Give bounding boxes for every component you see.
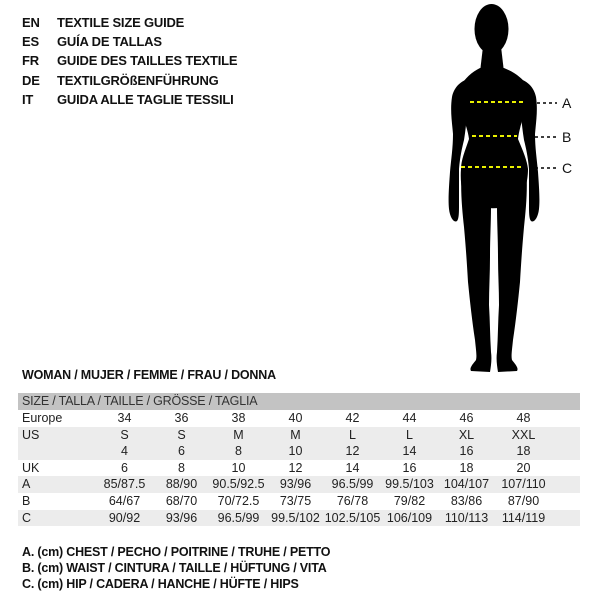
lang-row-es (22, 32, 237, 51)
lang-code: ES (22, 34, 39, 50)
table-row-uk (18, 460, 580, 477)
table-cell: 104/107 (443, 477, 490, 492)
table-cell: 83/86 (450, 493, 483, 508)
table-cell: S (120, 427, 129, 442)
table-cell: 16 (402, 460, 417, 475)
row-label: UK (22, 460, 40, 475)
table-cell: XL (458, 427, 475, 442)
table-cell: 90.5/92.5 (212, 477, 265, 492)
lang-row-it (22, 90, 237, 109)
table-cell: 64/67 (108, 493, 141, 508)
table-cell: XXL (511, 427, 536, 442)
table-cell: 12 (288, 460, 303, 475)
table-cell: 16 (459, 444, 474, 459)
table-cell: L (349, 427, 356, 442)
legend-waist: B. (cm) WAIST / CINTURA / TAILLE / HÜFTUNG / VITA (22, 561, 327, 575)
table-cell: 46 (459, 411, 474, 425)
silhouette-right-leg (496, 166, 527, 372)
table-cell: 36 (174, 411, 189, 425)
table-row-waist (18, 493, 580, 510)
table-cell: 85/87.5 (103, 477, 146, 492)
table-cell: 12 (345, 444, 360, 459)
table-cell: 40 (288, 411, 303, 425)
row-label: C (22, 510, 32, 525)
lang-code: EN (22, 15, 40, 31)
lang-row-fr (22, 51, 237, 70)
table-cell: S (177, 427, 186, 442)
table-cell: M (233, 427, 244, 442)
lang-title: GUIDA ALLE TAGLIE TESSILI (57, 91, 234, 107)
silhouette-neck (480, 38, 504, 72)
table-row-chest (18, 476, 580, 493)
table-cell: 114/119 (501, 510, 546, 525)
table-cell: 8 (235, 444, 242, 459)
lang-title: GUÍA DE TALLAS (57, 34, 162, 50)
measurement-legend (22, 544, 330, 592)
table-cell: 93/96 (165, 510, 198, 525)
table-cell: 20 (516, 460, 531, 475)
row-label: A (22, 477, 31, 492)
table-cell: 44 (402, 411, 417, 425)
language-title-block (22, 13, 237, 109)
lang-title: TEXTILE SIZE GUIDE (57, 15, 185, 31)
table-cell: M (290, 427, 301, 442)
table-cell: 88/90 (165, 477, 198, 492)
table-cell: 79/82 (393, 493, 426, 508)
table-cell: 93/96 (279, 477, 312, 492)
table-cell: 99.5/103 (385, 477, 434, 492)
marker-label-b: B (562, 129, 572, 145)
table-cell: 10 (288, 444, 303, 459)
table-cell: 73/75 (279, 493, 312, 508)
legend-chest: A. (cm) CHEST / PECHO / POITRINE / TRUHE / PETTO (22, 545, 331, 559)
table-cell: 96.5/99 (217, 510, 260, 525)
table-cell: 6 (121, 460, 128, 475)
row-label: Europe (22, 411, 63, 425)
table-cell: 42 (345, 411, 360, 425)
section-title: WOMAN / MUJER / FEMME / FRAU / DONNA (22, 368, 276, 382)
table-cell: 18 (516, 444, 531, 459)
table-cell: 107/110 (501, 477, 546, 492)
table-cell: 48 (516, 411, 531, 425)
marker-label-c: C (562, 160, 573, 176)
woman-silhouette-figure (400, 0, 600, 380)
row-label: B (22, 493, 31, 508)
legend-hip: C. (cm) HIP / CADERA / HANCHE / HÜFTE / HIPS (22, 577, 299, 591)
table-cell: 87/90 (507, 493, 540, 508)
lang-code: IT (22, 91, 34, 107)
lang-code: FR (22, 53, 39, 69)
table-row-hip (18, 510, 580, 527)
table-cell: 102.5/105 (324, 510, 381, 525)
lang-title: GUIDE DES TAILLES TEXTILE (57, 53, 238, 69)
table-cell: 8 (178, 460, 185, 475)
table-cell: 34 (117, 411, 132, 425)
table-cell: 68/70 (165, 493, 198, 508)
table-cell: 70/72.5 (217, 493, 260, 508)
table-cell: 106/109 (386, 510, 433, 525)
lang-row-de (22, 71, 237, 90)
row-label (18, 443, 96, 460)
table-cell: 6 (178, 444, 185, 459)
table-cell: 10 (231, 460, 246, 475)
size-table-header: SIZE / TALLA / TAILLE / GRÖSSE / TAGLIA (18, 393, 580, 410)
marker-label-a: A (562, 95, 572, 111)
row-label: US (22, 427, 40, 442)
table-cell: 90/92 (108, 510, 141, 525)
table-cell: 76/78 (336, 493, 369, 508)
table-cell: 38 (231, 411, 246, 425)
table-cell: 4 (121, 444, 128, 459)
lang-row-en (22, 13, 237, 32)
lang-code: DE (22, 72, 40, 88)
table-row-us-letters (18, 427, 580, 444)
table-cell: L (406, 427, 413, 442)
lang-title: TEXTILGRÖßENFÜHRUNG (57, 72, 219, 88)
table-row-us-numbers (18, 443, 580, 460)
table-cell: 96.5/99 (331, 477, 374, 492)
table-row-europe (18, 410, 580, 427)
silhouette-left-leg (461, 166, 492, 372)
woman-silhouette (449, 4, 540, 372)
table-cell: 99.5/102 (271, 510, 320, 525)
table-cell: 14 (402, 444, 417, 459)
table-cell: 110/113 (444, 510, 489, 525)
size-table (18, 393, 580, 526)
table-cell: 14 (345, 460, 360, 475)
table-cell: 18 (459, 460, 474, 475)
